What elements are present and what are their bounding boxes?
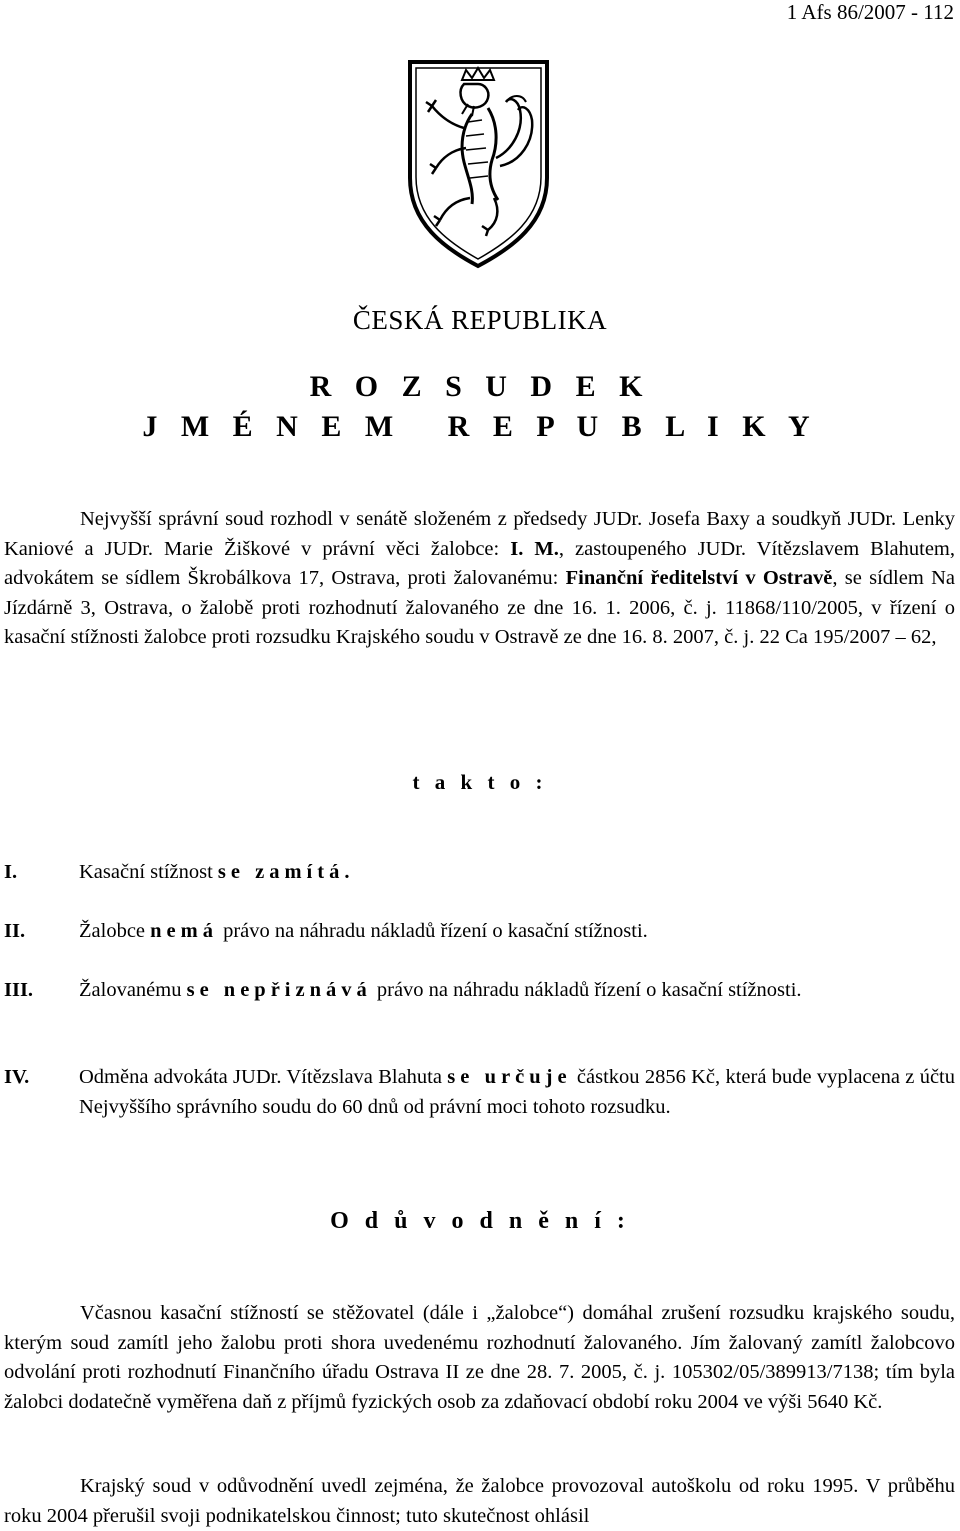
intro-text-3: , se sídlem Na Jízdárně 3, Ostrava, o žalobě proti rozhodnutí žalovaného ze dne 16. 1. 2006, č. j. 11868/110/2005, v řízení o kasační stížnosti žalobce proti rozsudku Krajského soudu v Ostravě ze dne 16. 8. 2007, č. j. 22 Ca 195/2007 – 62, [4, 567, 955, 648]
plaintiff-name: I. M. [510, 537, 559, 560]
verdict-text-before: Žalovanému [79, 979, 187, 1001]
verdict-text-after: právo na náhradu nákladů řízení o kasační stížnosti. [371, 979, 802, 1001]
verdict-item [4, 976, 955, 1006]
verdict-number: II. [4, 920, 26, 942]
judgment-title: R O Z S U D E K [309, 370, 651, 403]
verdict-text-before: Odměna advokáta JUDr. Vítězslava Blahuta [79, 1066, 448, 1088]
intro-paragraph [4, 505, 955, 653]
intro-text-1: Nejvyšší správní soud rozhodl v senátě složeném z předsedy JUDr. Josefa Baxy a soudkyň JUDr. Lenky Kaniové a JUDr. Marie Žiškové v právní věci žalobce: [4, 508, 955, 560]
verdict-number: IV. [4, 1066, 30, 1088]
verdict-text-after: částkou 2856 Kč, která bude vyplacena z účtu Nejvyššího správního soudu do 60 dnů od právní moci tohoto rozsudku. [79, 1066, 955, 1118]
verdict-item [4, 917, 955, 947]
intro-text-2: , zastoupeného JUDr. Vítězslavem Blahutem, advokátem se sídlem Škrobálkova 17, Ostrava, proti žalovanému: [4, 537, 955, 589]
verdict-emphasis: nemá [150, 920, 218, 942]
czech-coat-of-arms-lion-icon [402, 58, 555, 270]
verdict-emphasis: se nepřiznává [186, 979, 372, 1001]
verdict-item [4, 1063, 955, 1122]
verdict-text-before: Žalobce [79, 920, 151, 942]
verdict-text [79, 1063, 955, 1122]
takto-heading: t a k t o : [412, 770, 548, 794]
reasoning-paragraph: Krajský soud v odůvodnění uvedl zejména, že žalobce provozoval autoškolu od roku 1995. V průběhu roku 2004 přerušil svoji podnikatelskou činnost; tuto skutečnost ohlásil [4, 1475, 955, 1527]
verdict-emphasis: se určuje [447, 1066, 572, 1088]
verdict-number: I. [4, 861, 18, 883]
reasoning-heading: O d ů v o d n ě n í : [330, 1208, 630, 1234]
defendant-name: Finanční ředitelství v Ostravě [565, 567, 833, 589]
verdict-item [4, 858, 955, 888]
verdict-text [79, 917, 955, 947]
verdict-number: III. [4, 979, 34, 1001]
verdict-emphasis: se zamítá. [217, 861, 355, 883]
verdict-text [79, 858, 955, 888]
verdict-text [79, 976, 955, 1006]
reasoning-paragraph: Včasnou kasační stížností se stěžovatel (dále i „žalobce“) domáhal zrušení rozsudku krajského soudu, kterým soud zamítl jeho žalobu proti shora uvedenému rozhodnutí žalovaného. Jím žalovaný zamítl žalobcovo odvolání proti rozhodnutí Finančního úřadu Ostrava II ze dne 28. 7. 2005, č. j. 105302/05/389913/7138; tím byla žalobci dodatečně vyměřena daň z příjmů fyzických osob za zdaňovací období roku 2004 ve výši 5640 Kč. [4, 1302, 955, 1413]
verdict-text-before: Kasační stížnost [79, 861, 218, 883]
verdict-text-after: právo na náhradu nákladů řízení o kasační stížnosti. [217, 920, 648, 942]
country-heading: ČESKÁ REPUBLIKA [352, 305, 608, 335]
judgment-subtitle: J M É N E M R E P U B L I K Y [142, 410, 818, 443]
case-reference: 1 Afs 86/2007 - 112 [786, 0, 954, 24]
